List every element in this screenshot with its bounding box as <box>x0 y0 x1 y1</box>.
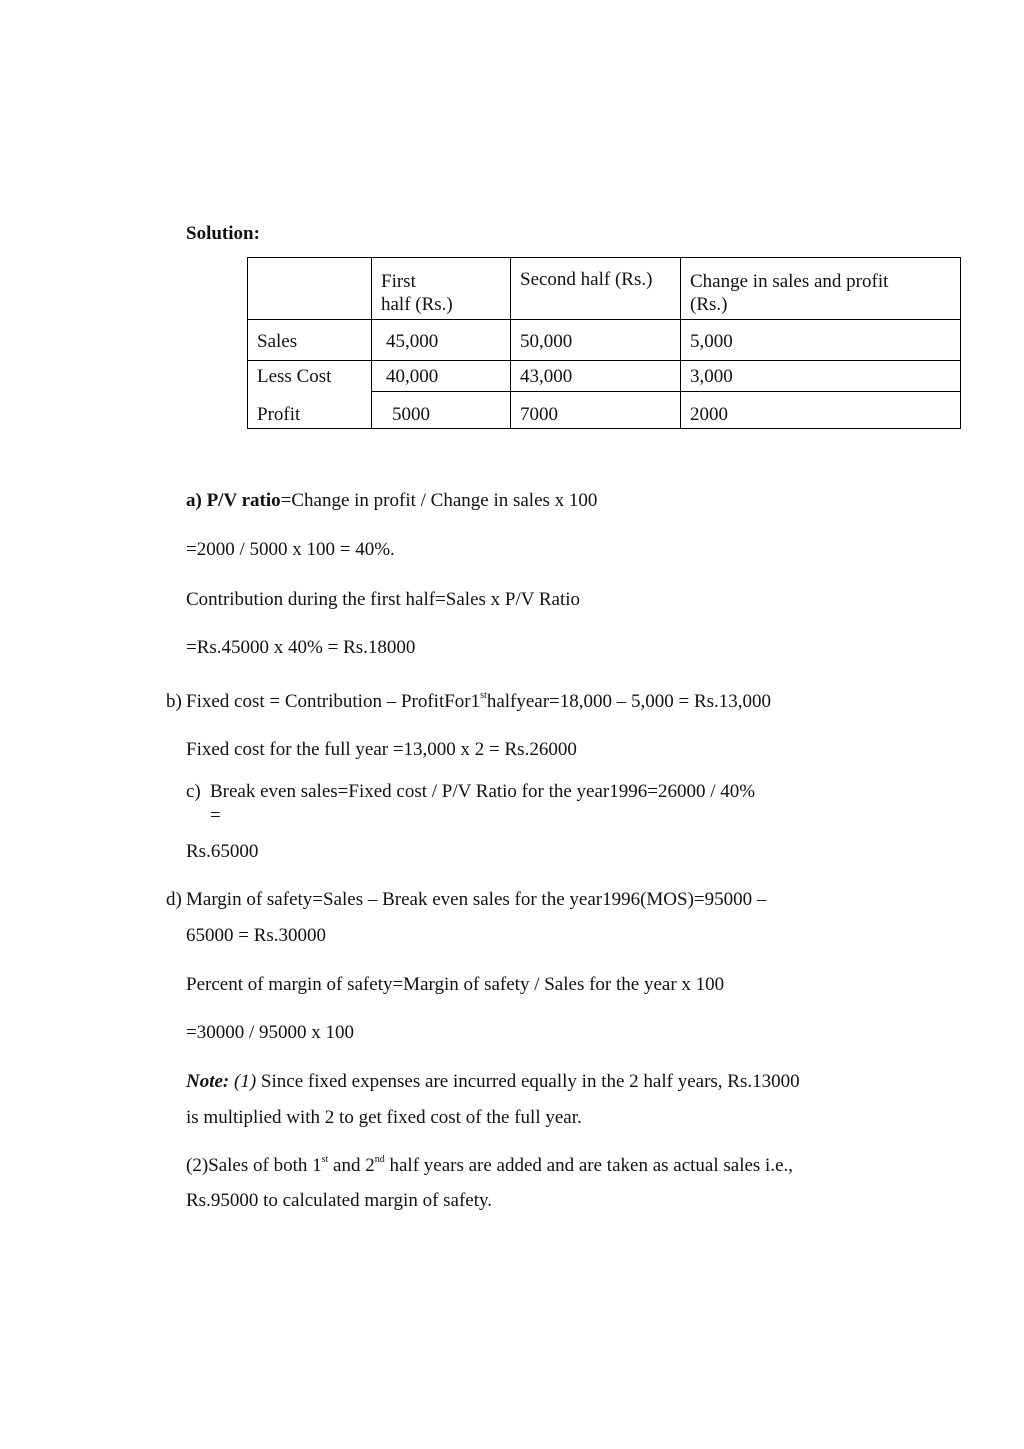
table-header-row <box>248 258 961 320</box>
note-p2-line2: Rs.95000 to calculated margin of safety. <box>186 1190 493 1211</box>
header-change: Change in sales and profit (Rs.) <box>681 258 961 320</box>
margin-safety-line2: 65000 = Rs.30000 <box>186 925 327 946</box>
table-row <box>248 320 961 361</box>
note-p2-line1: (2)Sales of both 1st and 2nd half years are added and are taken as actual sales i.e., <box>186 1153 794 1176</box>
pv-ratio-calc: =2000 / 5000 x 100 = 40%. <box>186 539 395 560</box>
pv-ratio-line: a) P/V ratio=Change in profit / Change in sales x 100 <box>186 490 598 511</box>
cell-first: 45,000 <box>372 320 511 361</box>
break-even-result: Rs.65000 <box>186 841 259 862</box>
cell-change: 3,000 <box>681 361 961 392</box>
break-even-line: Break even sales=Fixed cost / P/V Ratio for the year1996=26000 / 40% <box>210 781 756 802</box>
percent-margin-line: Percent of margin of safety=Margin of safety / Sales for the year x 100 <box>186 974 725 995</box>
item-b-marker: b) <box>166 691 182 712</box>
row-label: Less Cost <box>248 361 372 392</box>
contribution-line: Contribution during the first half=Sales x P/V Ratio <box>186 589 581 610</box>
break-even-equals: = <box>210 805 221 826</box>
contribution-calc: =Rs.45000 x 40% = Rs.18000 <box>186 637 416 658</box>
header-second-half: Second half (Rs.) <box>511 258 681 320</box>
header-first-half: First half (Rs.) <box>372 258 511 320</box>
fixed-cost-line: Fixed cost = Contribution – ProfitFor1sthalfyear=18,000 – 5,000 = Rs.13,000 <box>186 689 772 712</box>
note-line2: is multiplied with 2 to get fixed cost of the full year. <box>186 1107 582 1128</box>
row-label: Sales <box>248 320 372 361</box>
cell-first: 40,000 <box>372 361 511 392</box>
row-label: Profit <box>248 392 372 429</box>
cell-change: 5,000 <box>681 320 961 361</box>
margin-safety-line1: Margin of safety=Sales – Break even sales for the year1996(MOS)=95000 – <box>186 889 767 910</box>
cell-change: 2000 <box>681 392 961 429</box>
cell-first: 5000 <box>372 392 511 429</box>
table-row <box>248 361 961 392</box>
sales-profit-table <box>247 257 961 429</box>
cell-second: 50,000 <box>511 320 681 361</box>
solution-heading: Solution: <box>186 223 260 244</box>
cell-second: 43,000 <box>511 361 681 392</box>
fixed-cost-full-year: Fixed cost for the full year =13,000 x 2 = Rs.26000 <box>186 739 577 760</box>
cell-second: 7000 <box>511 392 681 429</box>
item-d-marker: d) <box>166 889 182 910</box>
item-c-marker: c) <box>186 781 201 802</box>
note-line1: Note: (1) Since fixed expenses are incurred equally in the 2 half years, Rs.13000 <box>186 1071 800 1092</box>
header-blank-cell <box>248 258 372 320</box>
table-row <box>248 392 961 429</box>
percent-margin-calc: =30000 / 95000 x 100 <box>186 1022 354 1043</box>
